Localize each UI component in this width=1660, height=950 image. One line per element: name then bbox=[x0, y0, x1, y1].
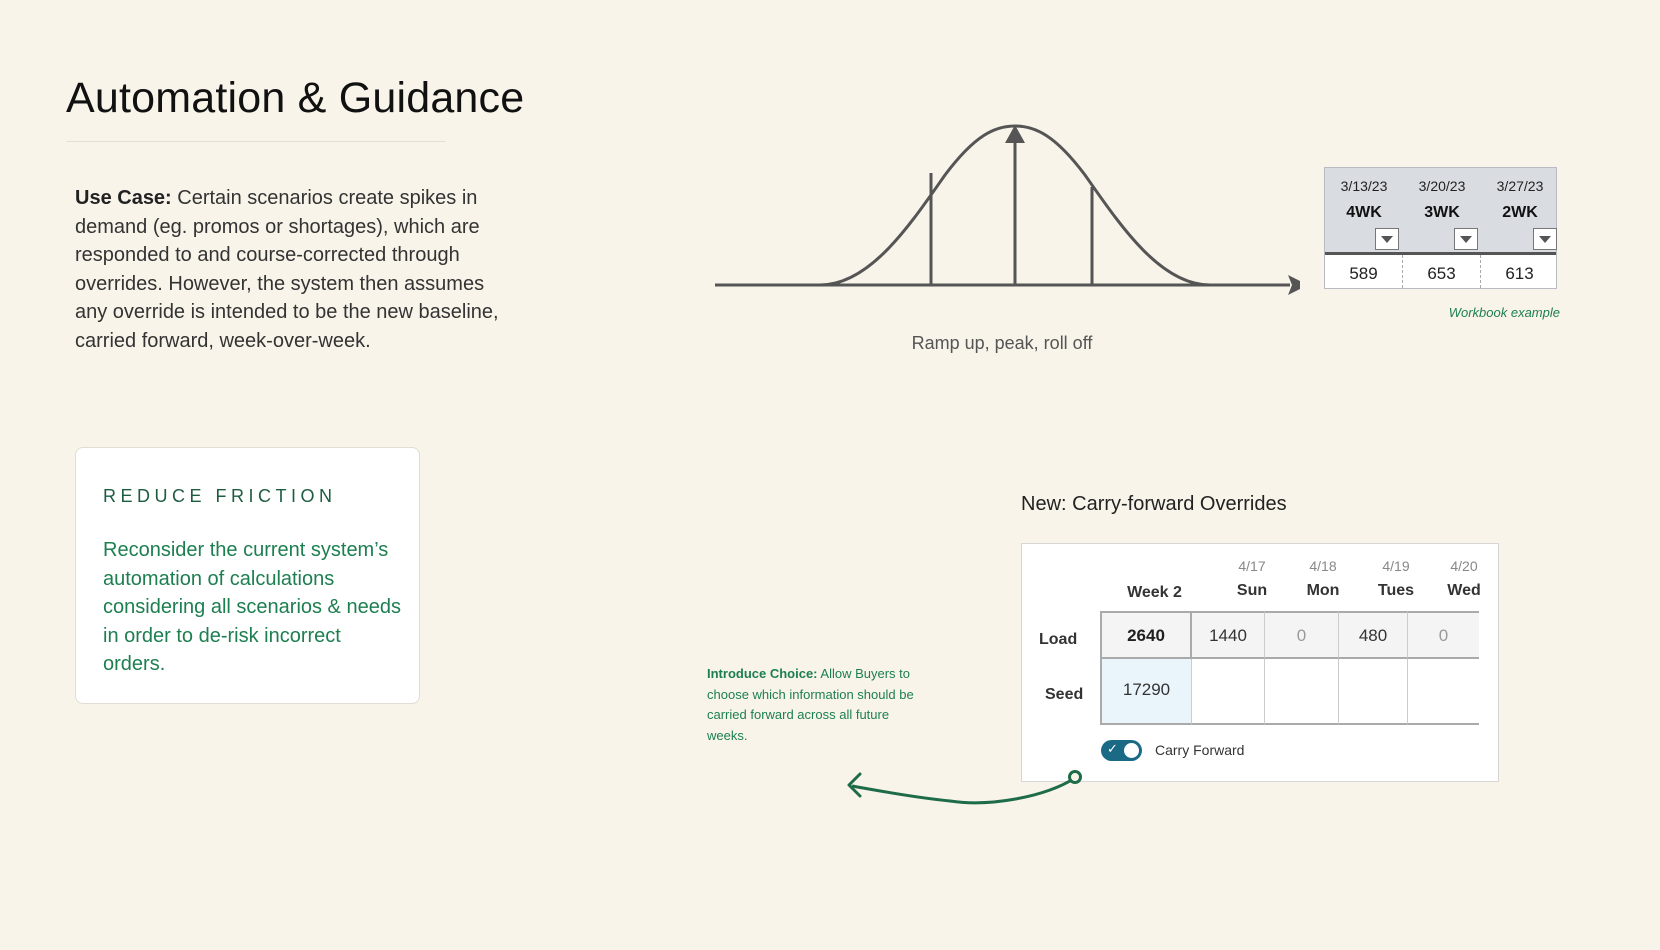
bell-curve-path bbox=[715, 126, 1290, 285]
workbook-date: 3/20/23 bbox=[1418, 178, 1466, 194]
use-case-label: Use Case: bbox=[75, 187, 172, 209]
override-grid bbox=[1100, 611, 1479, 725]
day-name: Wed bbox=[1447, 582, 1481, 599]
workbook-code: 2WK bbox=[1502, 204, 1538, 221]
reduce-friction-card bbox=[75, 447, 420, 704]
workbook-code: 3WK bbox=[1424, 204, 1460, 221]
day-date: 4/20 bbox=[1450, 558, 1478, 574]
use-case-paragraph bbox=[75, 184, 515, 355]
day-name: Tues bbox=[1377, 582, 1415, 599]
workbook-date: 3/13/23 bbox=[1340, 178, 1388, 194]
seed-week-cell[interactable]: 17290 bbox=[1100, 659, 1192, 725]
row-label-seed: Seed bbox=[1045, 686, 1084, 703]
chevron-down-icon[interactable] bbox=[1375, 228, 1399, 250]
day-name: Sun bbox=[1236, 582, 1268, 599]
seed-day-cell[interactable] bbox=[1339, 659, 1408, 725]
load-day-cell[interactable]: 0 bbox=[1408, 611, 1479, 659]
workbook-value[interactable]: 613 bbox=[1505, 264, 1534, 283]
day-date: 4/19 bbox=[1382, 558, 1410, 574]
workbook-date: 3/27/23 bbox=[1496, 178, 1544, 194]
workbook-caption: Workbook example bbox=[1448, 305, 1560, 320]
workbook-code: 4WK bbox=[1346, 204, 1382, 221]
title-divider bbox=[66, 141, 446, 142]
toggle-knob bbox=[1124, 743, 1139, 758]
carry-forward-panel bbox=[1021, 543, 1499, 782]
use-case-text: Certain scenarios create spikes in demand (eg. promos or shortages), which are responded to and course-corrected through overrides. However, the system then assumes any override is intended to be the new baseline, carried forward, week-over-week. bbox=[75, 187, 499, 352]
carry-forward-title: New: Carry-forward Overrides bbox=[1021, 493, 1287, 515]
friction-body: Reconsider the current system’s automation of calculations considering all scenarios & needs in order to de-risk incorrect orders. bbox=[103, 539, 401, 675]
week-column-header: Week 2 bbox=[1127, 584, 1182, 601]
workbook-value[interactable]: 589 bbox=[1349, 264, 1378, 283]
load-week-cell[interactable]: 2640 bbox=[1100, 611, 1192, 659]
day-date: 4/18 bbox=[1309, 558, 1337, 574]
arrow-origin-icon bbox=[1070, 772, 1081, 783]
workbook-example bbox=[1324, 167, 1557, 289]
workbook-column bbox=[1481, 168, 1559, 253]
load-day-cell[interactable]: 480 bbox=[1339, 611, 1408, 659]
friction-heading: REDUCE FRICTION bbox=[103, 486, 337, 506]
curve-caption: Ramp up, peak, roll off bbox=[911, 333, 1093, 353]
choice-label: Introduce Choice: bbox=[707, 666, 818, 681]
seed-day-cell[interactable] bbox=[1408, 659, 1479, 725]
carry-forward-toggle[interactable] bbox=[1101, 740, 1142, 761]
checkmark-icon: ✓ bbox=[1107, 741, 1118, 756]
chevron-down-icon[interactable] bbox=[1454, 228, 1478, 250]
page-title: Automation & Guidance bbox=[66, 74, 525, 122]
carry-forward-label: Carry Forward bbox=[1155, 742, 1245, 758]
chevron-down-icon[interactable] bbox=[1533, 228, 1557, 250]
workbook-column bbox=[1325, 168, 1403, 253]
workbook-column bbox=[1403, 168, 1481, 253]
load-day-cell[interactable]: 1440 bbox=[1192, 611, 1265, 659]
annotation-arrow bbox=[840, 765, 1100, 815]
row-label-load: Load bbox=[1039, 631, 1078, 648]
day-name: Mon bbox=[1306, 582, 1340, 599]
introduce-choice-note bbox=[707, 664, 932, 746]
workbook-divider bbox=[1325, 252, 1556, 255]
arrow-curve bbox=[852, 778, 1075, 803]
choice-text: Allow Buyers to choose which information should be carried forward across all future weeks. bbox=[707, 666, 914, 743]
seed-day-cell[interactable] bbox=[1192, 659, 1265, 725]
seed-day-cell[interactable] bbox=[1265, 659, 1339, 725]
day-date: 4/17 bbox=[1238, 558, 1266, 574]
load-day-cell[interactable]: 0 bbox=[1265, 611, 1339, 659]
workbook-value[interactable]: 653 bbox=[1427, 264, 1456, 283]
bell-curve-diagram bbox=[710, 115, 1300, 300]
